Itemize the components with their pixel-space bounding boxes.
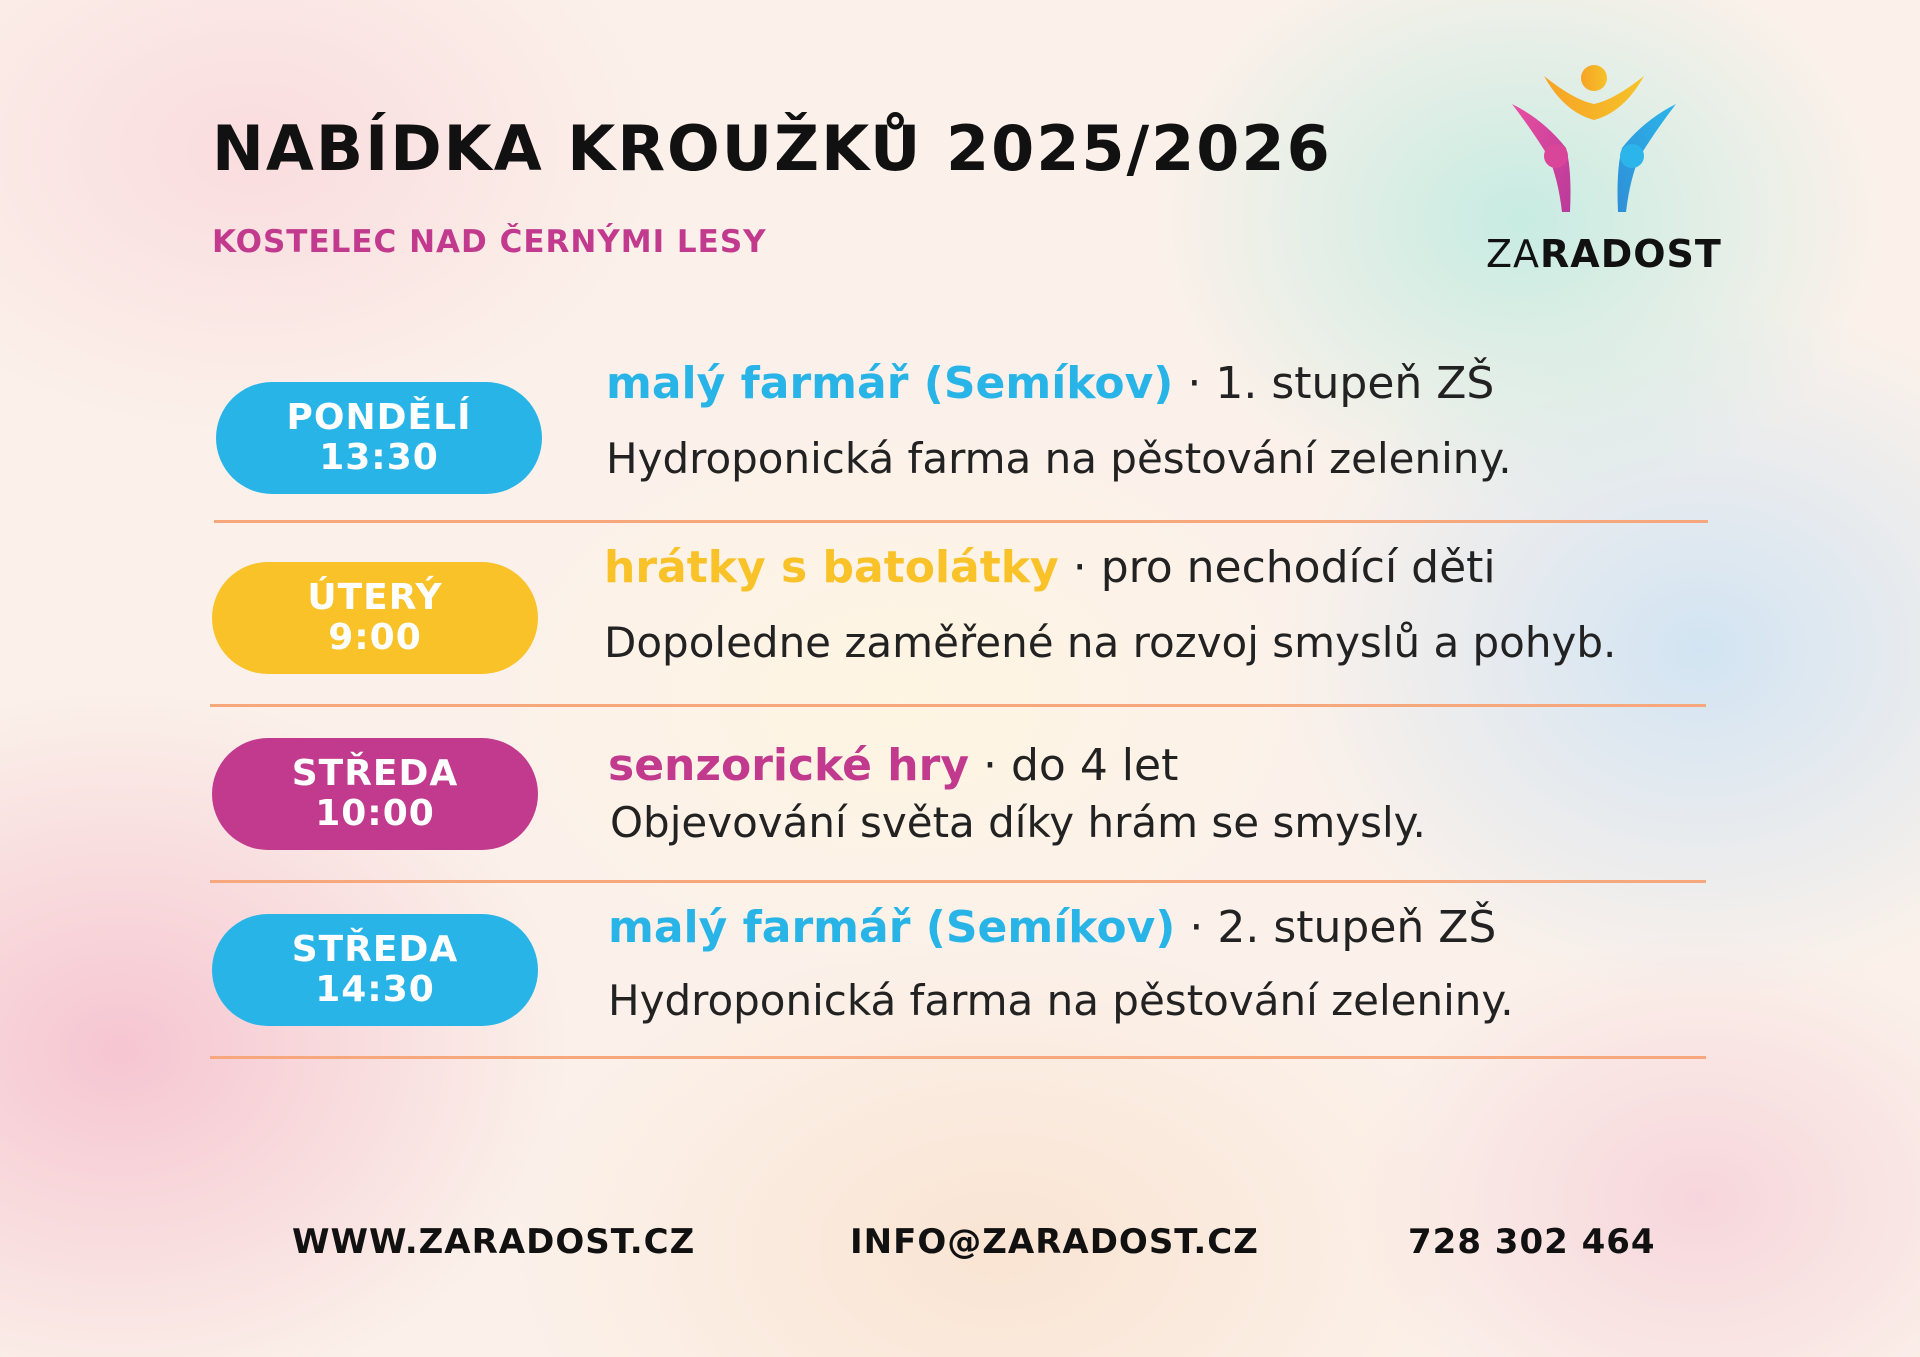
activity-detail: · 2. stupeň ZŠ [1189,902,1497,953]
schedule-item [0,532,1920,712]
day-time-badge [212,738,538,850]
logo-text-light: ZA [1486,232,1541,276]
activity-detail: · pro nechodící děti [1072,542,1496,593]
day-label: STŘEDA [291,929,459,970]
activity-heading [604,542,1496,593]
time-label: 13:30 [319,437,439,478]
activity-heading [608,902,1496,953]
page-subtitle: KOSTELEC NAD ČERNÝMI LESY [212,224,767,260]
logo-wordmark [1486,232,1722,276]
activity-description: Hydroponická farma na pěstování zeleniny. [608,976,1514,1025]
divider [210,880,1706,883]
footer-email[interactable]: INFO@ZARADOST.CZ [850,1222,1259,1262]
divider [210,704,1706,707]
activity-detail: · 1. stupeň ZŠ [1187,358,1495,409]
page-title: NABÍDKA KROUŽKŮ 2025/2026 [212,112,1332,185]
time-label: 14:30 [315,969,435,1010]
divider [214,520,1708,523]
divider [210,1056,1706,1059]
activity-name: hrátky s batolátky [604,542,1059,593]
activity-name: malý farmář (Semíkov) [608,902,1176,953]
schedule-item [0,892,1920,1072]
activity-description: Objevování světa díky hrám se smysly. [610,798,1426,847]
day-time-badge [212,914,538,1026]
activity-heading [608,740,1178,791]
people-logo-icon [1504,60,1684,220]
footer-phone[interactable]: 728 302 464 [1408,1222,1656,1262]
zaradost-logo [1480,60,1720,280]
time-label: 10:00 [315,793,435,834]
activity-description: Hydroponická farma na pěstování zeleniny. [606,434,1512,483]
time-label: 9:00 [328,617,422,658]
logo-text-bold: RADOST [1540,232,1722,276]
activity-name: malý farmář (Semíkov) [606,358,1174,409]
schedule-item [0,350,1920,530]
activity-heading [606,358,1494,409]
day-label: ÚTERÝ [307,577,443,618]
activity-description: Dopoledne zaměřené na rozvoj smyslů a pohyb. [604,618,1617,667]
day-label: PONDĚLÍ [286,397,472,438]
day-time-badge [216,382,542,494]
footer-website[interactable]: WWW.ZARADOST.CZ [292,1222,696,1262]
activity-detail: · do 4 let [983,740,1179,791]
activity-name: senzorické hry [608,740,970,791]
schedule-item [0,716,1920,896]
day-time-badge [212,562,538,674]
day-label: STŘEDA [291,753,459,794]
